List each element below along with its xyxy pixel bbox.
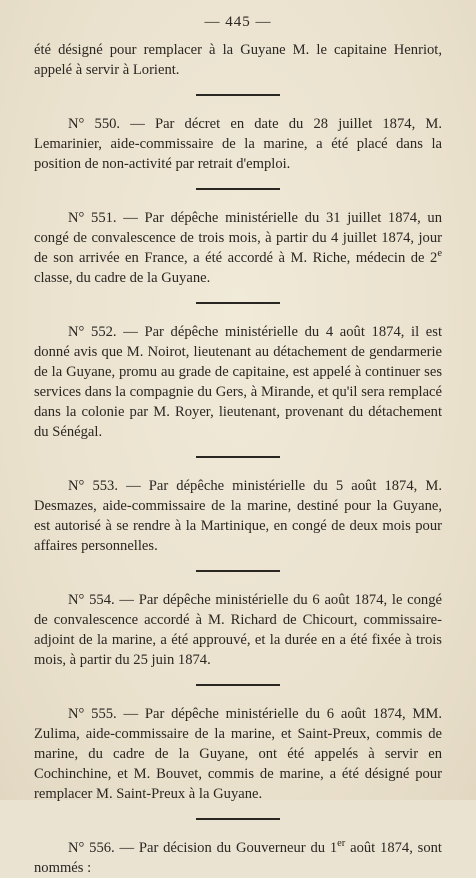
- paragraph-556-text-end: août 1874, sont nommés :: [34, 840, 442, 876]
- paragraph-555: N° 555. — Par dépêche ministérielle du 6 août 1874, MM. Zulima, aide-commissaire de la marine, et Saint-Preux, commis de marine, du cadre de la Guyane, ont été appelés à servir en Cochinchine, et M. Bouvet, commis de marine, a été désigné pour remplacer M. Saint-Preux à la Guyane.: [34, 706, 442, 802]
- section-divider: [196, 94, 280, 96]
- paragraph-550: N° 550. — Par décret en date du 28 juillet 1874, M. Lemarinier, aide-commissaire de la marine, a été placé dans la position de non-activité par retrait d'emploi.: [34, 116, 442, 172]
- paragraph-551-text: N° 551. — Par dépêche ministérielle du 31 juillet 1874, un congé de convalescence de trois mois, à partir du 4 juillet 1874, jour de son arrivée en France, a été accordé à M. Riche, médecin de 2: [34, 210, 442, 266]
- paragraph-551: [34, 208, 442, 288]
- page-number: — 445 —: [204, 14, 272, 30]
- ordinal-suffix: e: [437, 248, 442, 260]
- paragraph-553: N° 553. — Par dépêche ministérielle du 5 août 1874, M. Desmazes, aide-commissaire de la marine, destiné pour la Guyane, est autorisé à se rendre à la Martinique, en congé de deux mois pour affaires personnelles.: [34, 478, 442, 554]
- paragraph-552: N° 552. — Par dépêche ministérielle du 4 août 1874, il est donné avis que M. Noirot, lieutenant au détachement de gendarmerie de la Guyane, promu au grade de capitaine, est appelé à continuer ses services dans la compagnie du Gers, à Mirande, et qu'il sera remplacé dans la colonie par M. Royer, lieutenant, provenant du détachement du Sénégal.: [34, 324, 442, 440]
- section-divider: [196, 818, 280, 820]
- paragraph-556: [34, 838, 442, 878]
- paragraph-551-text-end: classe, du cadre de la Guyane.: [34, 270, 211, 286]
- ordinal-suffix: er: [337, 838, 346, 850]
- section-divider: [196, 570, 280, 572]
- paragraph-continuation: été désigné pour remplacer à la Guyane M. le capitaine Henriot, appelé à servir à Lorient.: [34, 42, 442, 78]
- section-divider: [196, 188, 280, 190]
- paragraph-556-text: N° 556. — Par décision du Gouverneur du 1: [68, 840, 338, 856]
- paragraph-554: N° 554. — Par dépêche ministérielle du 6 août 1874, le congé de convalescence accordé à M. Richard de Chicourt, commissaire-adjoint de la marine, a été approuvé, et la durée en a été fixée à trois mois, à partir du 25 juin 1874.: [34, 592, 442, 668]
- section-divider: [196, 684, 280, 686]
- section-divider: [196, 302, 280, 304]
- section-divider: [196, 456, 280, 458]
